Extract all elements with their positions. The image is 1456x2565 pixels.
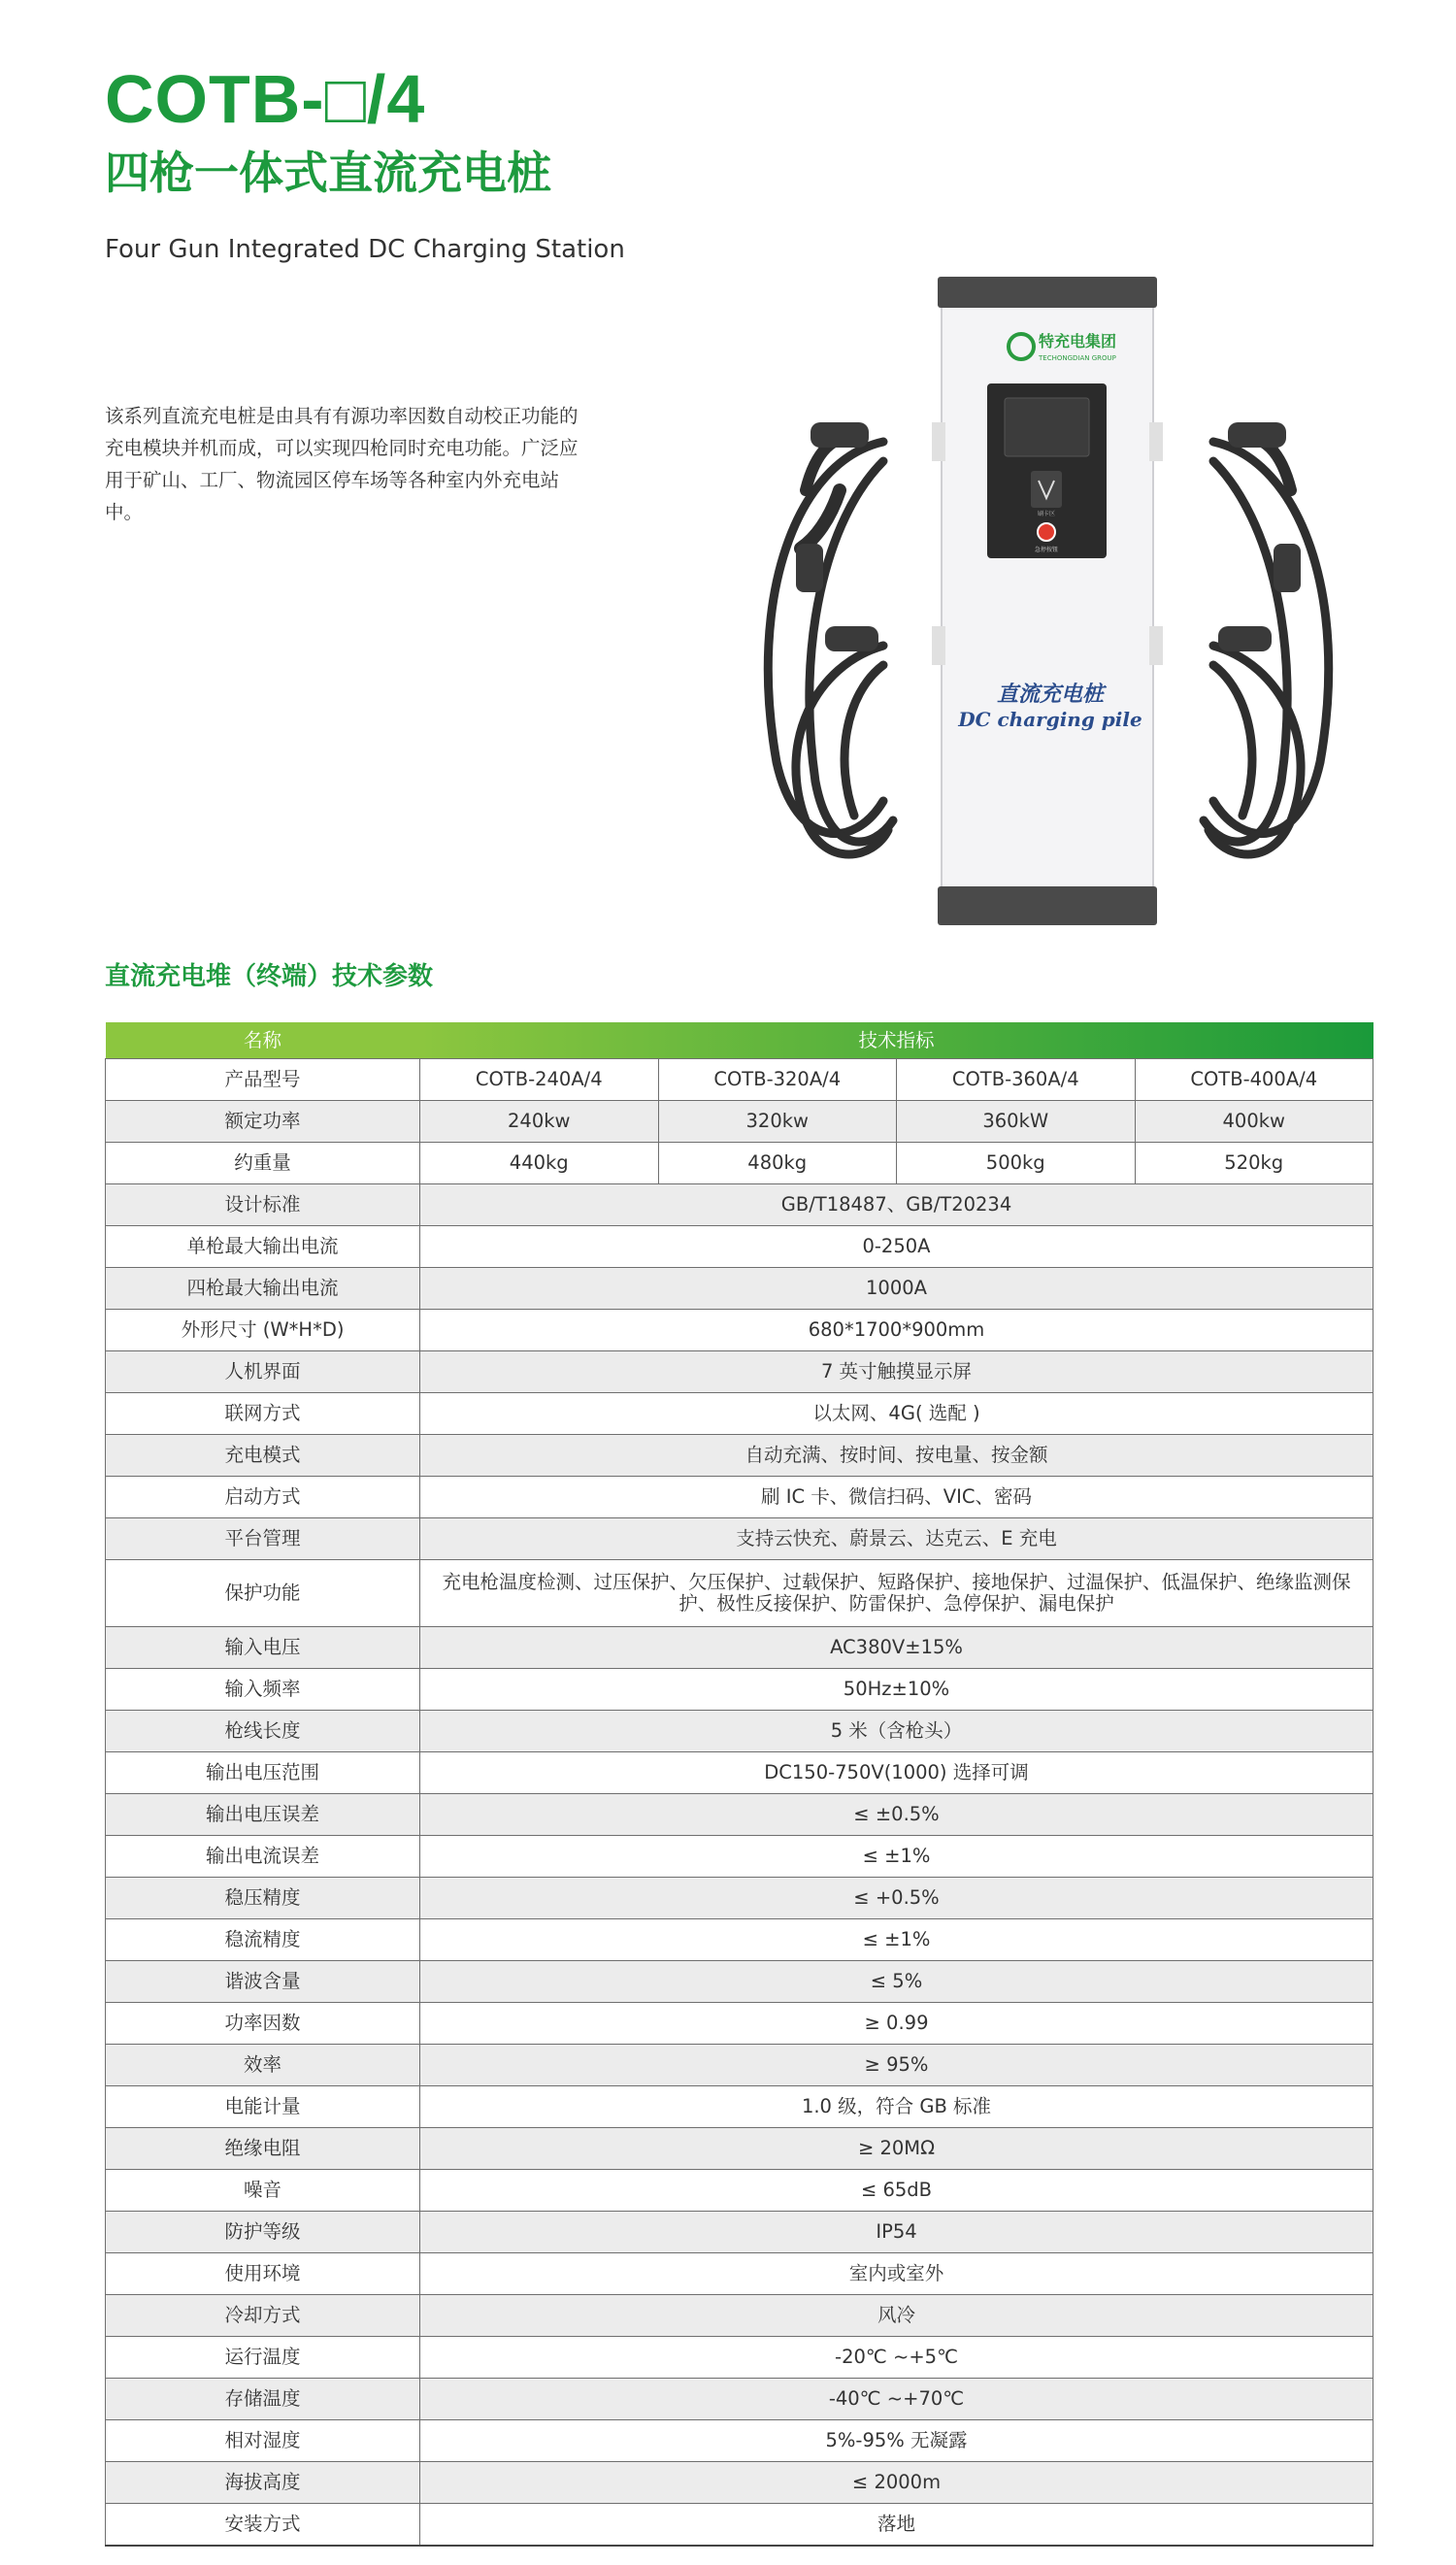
row-value: COTB-400A/4 [1135,1059,1373,1101]
row-label: 四枪最大输出电流 [106,1268,420,1310]
row-value: ≤ +0.5% [420,1878,1373,1919]
row-value: 支持云快充、蔚景云、达克云、E 充电 [420,1518,1373,1560]
row-value: ≥ 20MΩ [420,2128,1373,2170]
row-value: 自动充满、按时间、按电量、按金额 [420,1435,1373,1477]
table-row [106,2170,1373,2212]
header-value: 技术指标 [420,1022,1373,1059]
left-holster-top [932,422,945,461]
row-value: IP54 [420,2212,1373,2253]
row-value: 680*1700*900mm [420,1310,1373,1351]
table-row [106,1393,1373,1435]
table-row [106,1143,1373,1184]
row-label: 稳流精度 [106,1919,420,1961]
emergency-stop-icon [1038,523,1055,541]
table-row [106,2295,1373,2337]
row-label: 噪音 [106,2170,420,2212]
table-row [106,1226,1373,1268]
row-label: 产品型号 [106,1059,420,1101]
row-value: COTB-360A/4 [897,1059,1136,1101]
row-value: 5 米（含枪头） [420,1711,1373,1752]
charging-station-image [738,277,1359,927]
row-value: AC380V±15% [420,1627,1373,1669]
table-row [106,2003,1373,2045]
row-label: 稳压精度 [106,1878,420,1919]
row-label: 充电模式 [106,1435,420,1477]
table-row [106,1101,1373,1143]
row-value: 充电枪温度检测、过压保护、欠压保护、过载保护、短路保护、接地保护、过温保护、低温保护、绝缘监测保护、极性反接保护、防雷保护、急停保护、漏电保护 [420,1560,1373,1627]
table-row [106,2504,1373,2547]
row-label: 平台管理 [106,1518,420,1560]
row-value: ≥ 95% [420,2045,1373,2086]
table-row [106,1268,1373,1310]
brand-name-cn: 特充电集团 [1039,332,1117,350]
row-label: 相对湿度 [106,2420,420,2462]
row-label: 启动方式 [106,1477,420,1518]
table-row [106,2462,1373,2504]
row-label: 输入频率 [106,1669,420,1711]
right-holster-bottom [1149,626,1163,665]
cabinet-label-en: DC charging pile [958,708,1142,731]
table-row [106,1919,1373,1961]
table-row [106,1752,1373,1794]
emergency-stop-caption: 急停按钮 [1034,547,1059,553]
table-row [106,2128,1373,2170]
row-value: GB/T18487、GB/T20234 [420,1184,1373,1226]
row-label: 海拔高度 [106,2462,420,2504]
chinese-title: 四枪一体式直流充电桩 [105,147,551,199]
row-value: 240kw [420,1101,659,1143]
row-value: 落地 [420,2504,1373,2547]
row-value: 风冷 [420,2295,1373,2337]
row-value: 400kw [1135,1101,1373,1143]
table-row [106,1878,1373,1919]
brand-name-en: TECHONGDIAN GROUP [1039,354,1116,362]
row-label: 谐波含量 [106,1961,420,2003]
row-value: 7 英寸触摸显示屏 [420,1351,1373,1393]
row-label: 联网方式 [106,1393,420,1435]
table-row [106,1477,1373,1518]
table-row [106,1059,1373,1101]
row-value: 480kg [658,1143,897,1184]
row-value: 以太网、4G( 选配 ) [420,1393,1373,1435]
row-value: 0-250A [420,1226,1373,1268]
row-label: 保护功能 [106,1560,420,1627]
row-label: 功率因数 [106,2003,420,2045]
table-row [106,1961,1373,2003]
row-label: 输出电压误差 [106,1794,420,1836]
english-title: Four Gun Integrated DC Charging Station [105,235,625,264]
row-label: 人机界面 [106,1351,420,1393]
table-row [106,1310,1373,1351]
row-label: 绝缘电阻 [106,2128,420,2170]
cabinet-base [938,886,1157,925]
row-label: 电能计量 [106,2086,420,2128]
row-label: 存储温度 [106,2379,420,2420]
cabinet-body [942,284,1153,919]
row-label: 外形尺寸 (W*H*D) [106,1310,420,1351]
row-value: COTB-320A/4 [658,1059,897,1101]
card-reader [1031,471,1062,508]
row-label: 约重量 [106,1143,420,1184]
row-value: 520kg [1135,1143,1373,1184]
row-value: DC150-750V(1000) 选择可调 [420,1752,1373,1794]
table-row [106,1435,1373,1477]
touch-screen [1005,398,1089,456]
spec-section-title: 直流充电堆（终端）技术参数 [105,962,434,991]
table-row [106,2045,1373,2086]
row-value: 50Hz±10% [420,1669,1373,1711]
row-value: 360kW [897,1101,1136,1143]
row-label: 安装方式 [106,2504,420,2547]
header-name: 名称 [106,1022,420,1059]
table-row [106,1711,1373,1752]
row-label: 枪线长度 [106,1711,420,1752]
row-label: 输入电压 [106,1627,420,1669]
row-value: ≤ ±1% [420,1919,1373,1961]
row-label: 设计标准 [106,1184,420,1226]
row-value: COTB-240A/4 [420,1059,659,1101]
row-value: 1000A [420,1268,1373,1310]
row-value: ≤ 65dB [420,2170,1373,2212]
table-row [106,1184,1373,1226]
row-value: -20℃ ~+5℃ [420,2337,1373,2379]
row-value: 刷 IC 卡、微信扫码、VIC、密码 [420,1477,1373,1518]
table-row [106,1560,1373,1627]
table-row [106,1836,1373,1878]
row-label: 使用环境 [106,2253,420,2295]
row-label: 额定功率 [106,1101,420,1143]
row-value: ≤ 2000m [420,2462,1373,2504]
table-row [106,1627,1373,1669]
table-row [106,2420,1373,2462]
card-area-caption: 刷卡区 [1037,511,1056,517]
table-header-row [106,1022,1373,1059]
table-row [106,2086,1373,2128]
row-value: 室内或室外 [420,2253,1373,2295]
table-row [106,1518,1373,1560]
table-row [106,1669,1373,1711]
row-label: 输出电流误差 [106,1836,420,1878]
right-holster-top [1149,422,1163,461]
row-value: ≥ 0.99 [420,2003,1373,2045]
row-value: -40℃ ~+70℃ [420,2379,1373,2420]
cabinet-label-cn: 直流充电桩 [996,683,1105,707]
left-holster-bottom [932,626,945,665]
row-label: 输出电压范围 [106,1752,420,1794]
row-value: 440kg [420,1143,659,1184]
row-value: ≤ ±1% [420,1836,1373,1878]
table-row [106,2379,1373,2420]
table-row [106,2212,1373,2253]
row-label: 冷却方式 [106,2295,420,2337]
row-label: 运行温度 [106,2337,420,2379]
row-value: 5%-95% 无凝露 [420,2420,1373,2462]
table-row [106,1351,1373,1393]
model-title: COTB-□/4 [105,61,426,137]
row-label: 防护等级 [106,2212,420,2253]
table-row [106,2253,1373,2295]
row-value: 500kg [897,1143,1136,1184]
row-value: 320kw [658,1101,897,1143]
table-row [106,1794,1373,1836]
spec-table [105,1022,1373,2547]
product-description: 该系列直流充电桩是由具有有源功率因数自动校正功能的充电模块并机而成，可以实现四枪同时充电功能。广泛应用于矿山、工厂、物流园区停车场等各种室内外充电站中。 [105,405,579,523]
row-value: ≤ 5% [420,1961,1373,2003]
cabinet-top-cap [938,277,1157,308]
row-value: 1.0 级，符合 GB 标准 [420,2086,1373,2128]
row-label: 单枪最大输出电流 [106,1226,420,1268]
row-value: ≤ ±0.5% [420,1794,1373,1836]
table-row [106,2337,1373,2379]
row-label: 效率 [106,2045,420,2086]
